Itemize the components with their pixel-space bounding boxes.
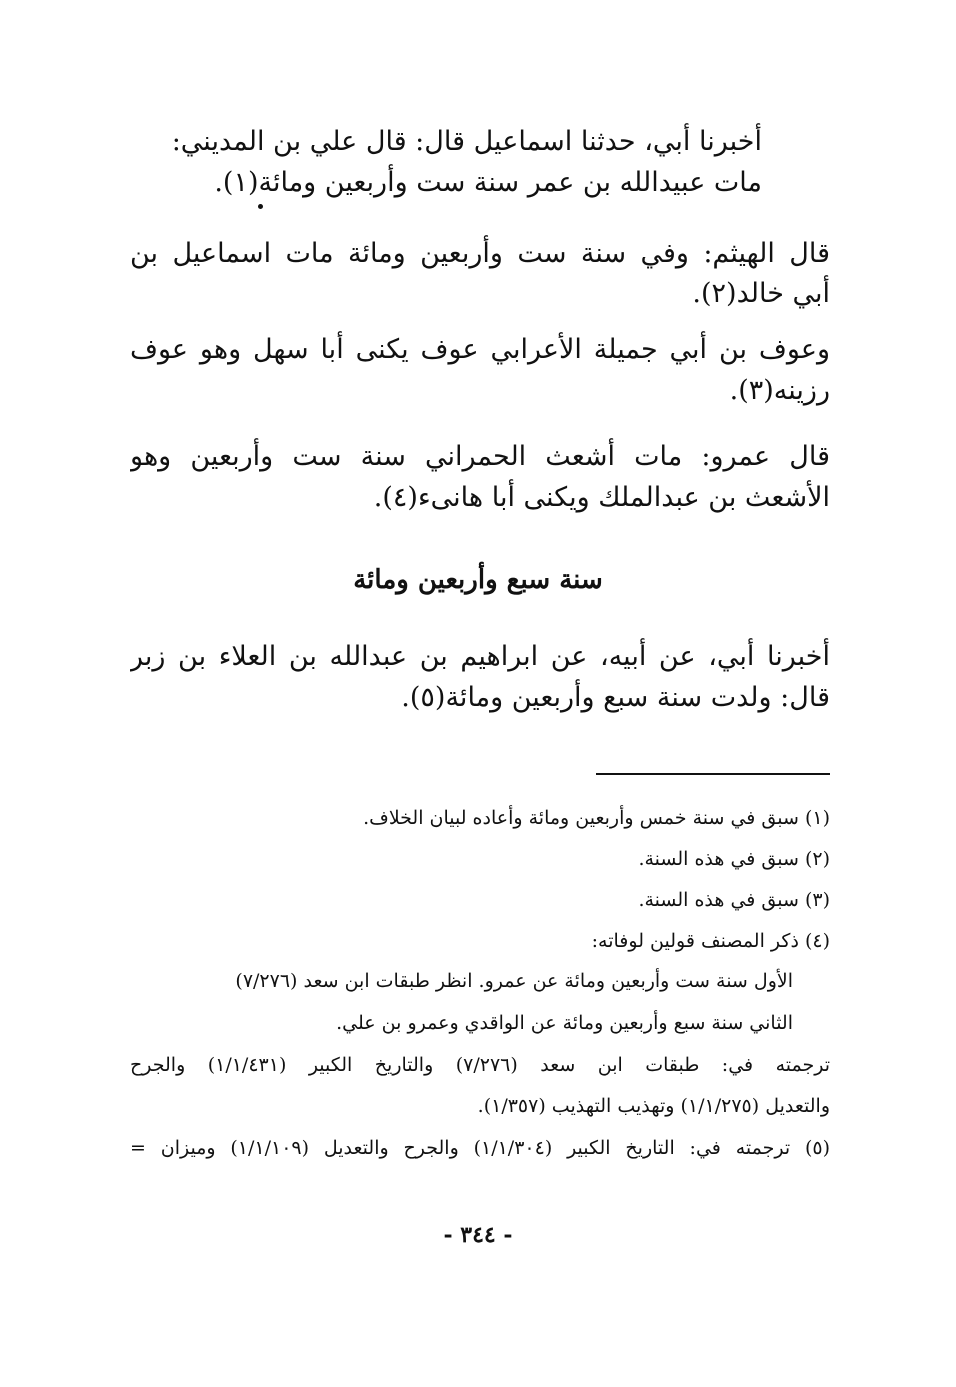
footnote-3: (٣) سبق في هذه السنة. <box>638 889 830 911</box>
body-line: وعوف بن أبي جميلة الأعرابي عوف يكنى أبا سهل وهو عوف <box>130 334 830 365</box>
footnote-2: (٢) سبق في هذه السنة. <box>638 848 830 870</box>
page-number: - ٣٤٤ - <box>443 1222 513 1248</box>
body-line: قال عمرو: مات أشعث الحمراني سنة ست وأربعين وهو <box>130 441 830 472</box>
footnote-4: (٤) ذكر المصنف قولين لوفاته: <box>591 930 830 952</box>
footnote-4-line-d: والتعديل (١/١/٢٧٥) وتهذيب التهذيب (١/٣٥٧). <box>477 1095 830 1117</box>
footnote-separator <box>596 773 830 775</box>
stray-dot <box>258 204 263 209</box>
section-heading: سنة سبع وأربعين ومائة <box>353 565 603 595</box>
body-line: رزينه(٣). <box>729 375 830 406</box>
footnote-4-line-b: الثاني سنة سبع وأربعين ومائة عن الواقدي وعمرو بن علي. <box>336 1012 793 1034</box>
body-line: قال الهيثم: وفي سنة ست وأربعين ومائة مات اسماعيل بن <box>130 238 830 269</box>
body-line: مات عبيدالله بن عمر سنة ست وأربعين ومائة(١). <box>214 167 762 198</box>
footnote-1: (١) سبق في سنة خمس وأربعين ومائة وأعاده لبيان الخلاف. <box>363 807 830 829</box>
footnote-4-line-a: الأول سنة ست وأربعين ومائة عن عمرو. انظر طبقات ابن سعد (٧/٢٧٦) <box>235 970 793 992</box>
footnote-4-line-c: ترجمته في: طبقات ابن سعد (٧/٢٧٦) والتاريخ الكبير (١/١/٤٣١) والجرح <box>130 1054 830 1076</box>
body-line: الأشعث بن عبدالملك ويكنى أبا هانىء(٤). <box>373 482 830 513</box>
body-line: أبي خالد(٢). <box>692 278 830 309</box>
footnote-5: (٥) ترجمته في: التاريخ الكبير (١/١/٣٠٤) والجرح والتعديل (١/١/١٠٩) وميزان = <box>130 1137 830 1159</box>
body-line: أخبرنا أبي، عن أبيه، عن ابراهيم بن عبدالله بن العلاء بن زبر <box>130 641 830 672</box>
body-line: أخبرنا أبي، حدثنا اسماعيل قال: قال علي بن المديني: <box>171 126 762 157</box>
body-line: قال: ولدت سنة سبع وأربعين ومائة(٥). <box>401 682 830 713</box>
